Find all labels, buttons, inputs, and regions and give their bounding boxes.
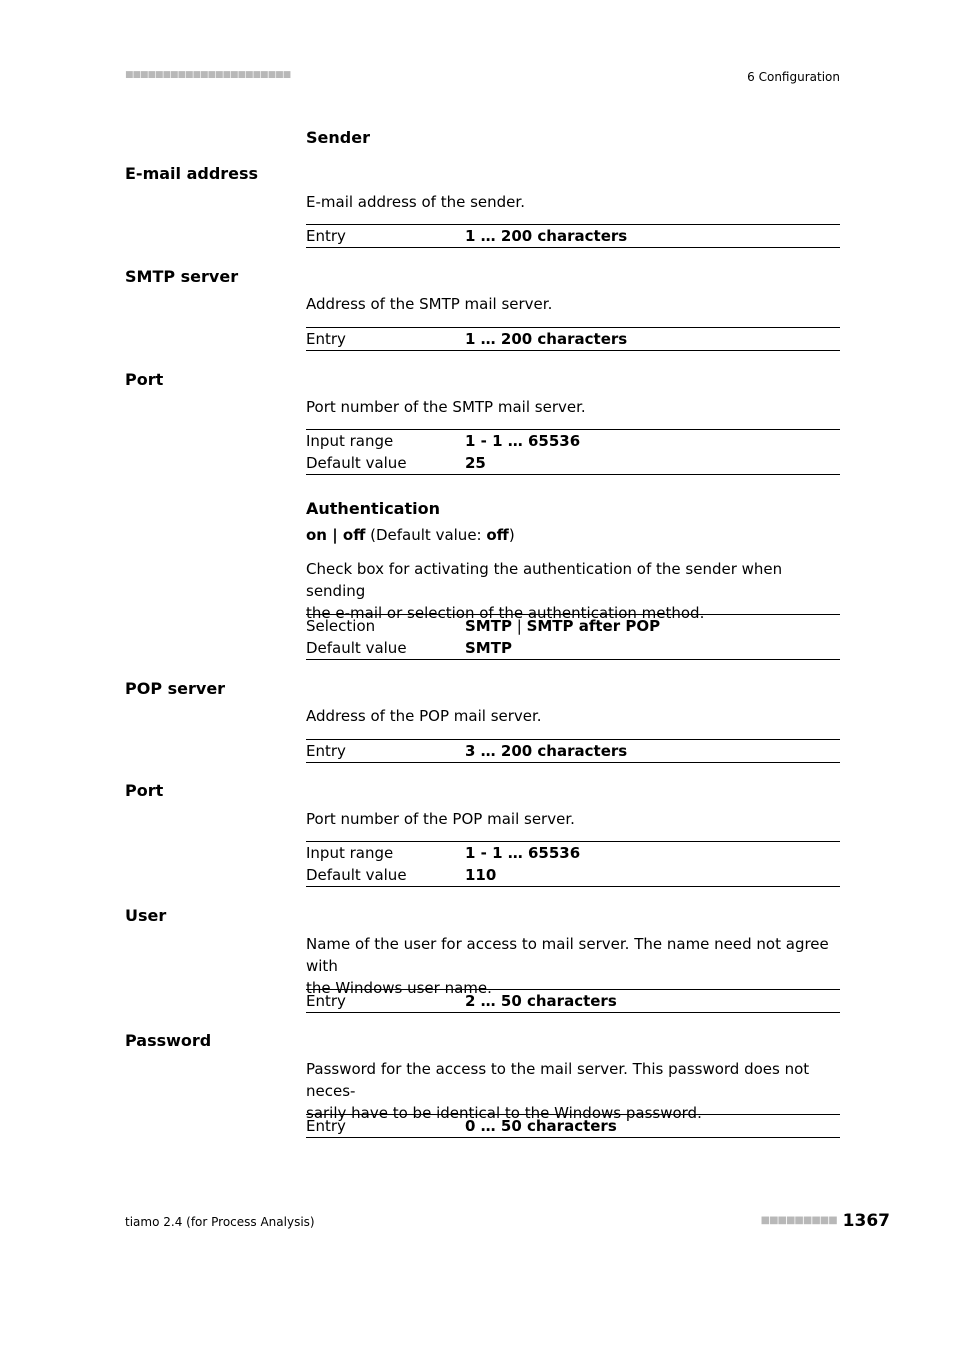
option-smtp: SMTP xyxy=(465,617,512,635)
desc-line: sarily have to be identical to the Windows password. xyxy=(306,1104,702,1122)
table-value: 0 … 50 characters xyxy=(465,1117,617,1135)
table-key: Entry xyxy=(306,742,346,760)
table-value: SMTP xyxy=(465,639,512,657)
auth-default-suffix: ) xyxy=(508,526,515,544)
table-value: 1 … 200 characters xyxy=(465,330,628,348)
table-key: Selection xyxy=(306,617,376,635)
auth-default-value: off xyxy=(486,526,509,544)
auth-default-prefix: (Default value: xyxy=(365,526,487,544)
table-key: Input range xyxy=(306,844,394,862)
section-title-authentication: Authentication xyxy=(306,499,440,518)
param-user: User xyxy=(125,906,167,925)
footer-product: tiamo 2.4 (for Process Analysis) xyxy=(125,1215,315,1229)
table-key: Entry xyxy=(306,1117,346,1135)
smtp-port-table xyxy=(306,429,840,475)
desc-line: Name of the user for access to mail server. The name need not agree with xyxy=(306,935,829,975)
pop-port-table xyxy=(306,841,840,887)
table-key: Entry xyxy=(306,227,346,245)
pop-port-description: Port number of the POP mail server. xyxy=(306,810,575,828)
param-email-address: E-mail address xyxy=(125,164,259,183)
desc-line: the e-mail or selection of the authentication method. xyxy=(306,604,705,622)
smtp-port-description: Port number of the SMTP mail server. xyxy=(306,398,586,416)
page-number: 1367 xyxy=(842,1211,890,1231)
table-value: 110 xyxy=(465,866,497,884)
user-table xyxy=(306,989,840,1013)
desc-line: Password for the access to the mail server. This password does not neces- xyxy=(306,1060,810,1100)
password-table xyxy=(306,1114,840,1138)
param-pop-port: Port xyxy=(125,781,164,800)
table-value: 2 … 50 characters xyxy=(465,992,617,1010)
table-value: 1 - 1 … 65536 xyxy=(465,432,581,450)
header-decoration: ■■■■■■■■■■■■■■■■■■■■■■ xyxy=(125,70,291,80)
auth-options: on | off xyxy=(306,526,366,544)
param-smtp-server: SMTP server xyxy=(125,267,239,286)
desc-line: the Windows user name. xyxy=(306,979,492,997)
desc-line: Check box for activating the authentication of the sender when sending xyxy=(306,560,783,600)
section-title-sender: Sender xyxy=(306,128,370,147)
auth-table xyxy=(306,614,840,660)
table-value: 1 - 1 … 65536 xyxy=(465,844,581,862)
pop-table xyxy=(306,739,840,763)
option-smtp-after-pop: SMTP after POP xyxy=(526,617,661,635)
table-key: Entry xyxy=(306,330,346,348)
table-value: 25 xyxy=(465,454,486,472)
smtp-table xyxy=(306,327,840,351)
table-key: Default value xyxy=(306,454,407,472)
table-value xyxy=(465,615,660,637)
pop-description: Address of the POP mail server. xyxy=(306,707,542,725)
auth-options-line xyxy=(306,526,515,544)
param-pop-server: POP server xyxy=(125,679,226,698)
smtp-description: Address of the SMTP mail server. xyxy=(306,295,553,313)
param-password: Password xyxy=(125,1031,212,1050)
footer-page xyxy=(761,1211,890,1231)
footer-decoration: ■■■■■■■■■ xyxy=(760,1215,837,1226)
table-value: 3 … 200 characters xyxy=(465,742,628,760)
param-smtp-port: Port xyxy=(125,370,164,389)
email-table xyxy=(306,224,840,248)
table-value: 1 … 200 characters xyxy=(465,227,628,245)
table-key: Entry xyxy=(306,992,346,1010)
email-description: E-mail address of the sender. xyxy=(306,193,525,211)
table-key: Default value xyxy=(306,639,407,657)
option-separator: | xyxy=(511,617,527,635)
table-key: Input range xyxy=(306,432,394,450)
table-key: Default value xyxy=(306,866,407,884)
chapter-title: 6 Configuration xyxy=(747,70,840,84)
